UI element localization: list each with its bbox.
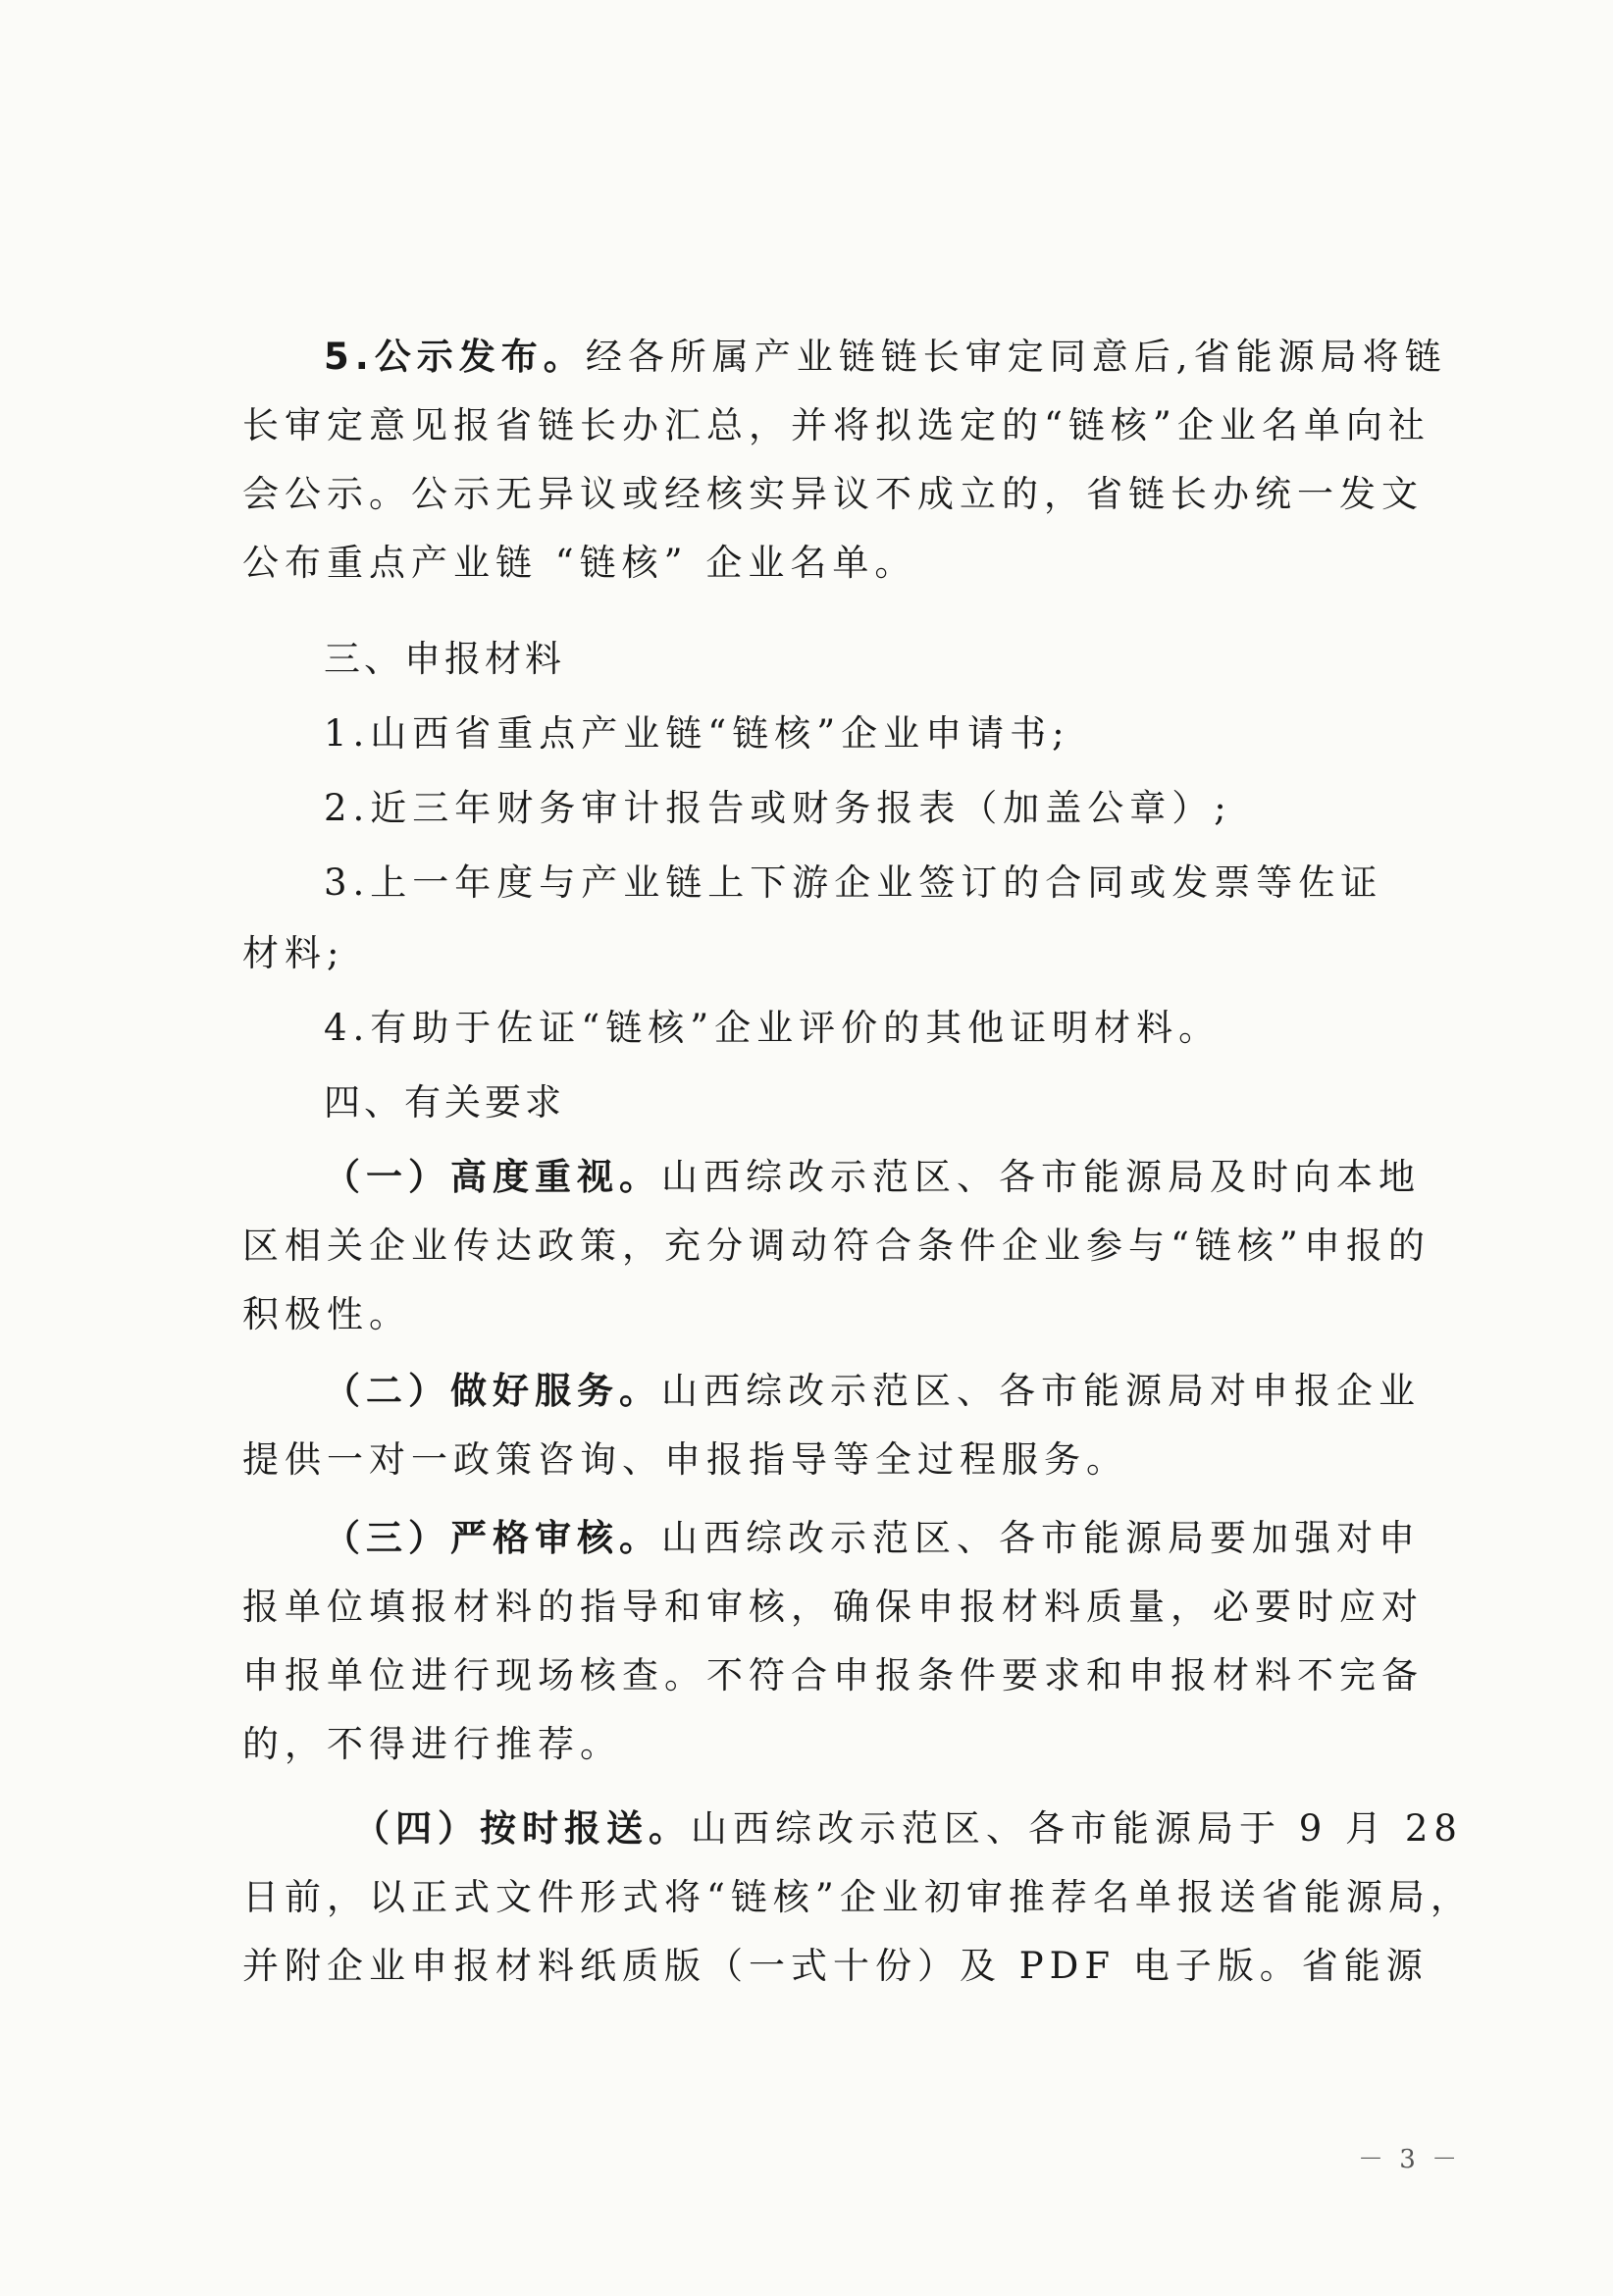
requirement-2-lead: （二）做好服务。 bbox=[324, 1370, 661, 1412]
requirement-4-line-2: 日前，以正式文件形式将“链核”企业初审推荐名单报送省能源局， bbox=[242, 1876, 1473, 1918]
requirement-1-line-1 bbox=[324, 1154, 1421, 1201]
requirement-4-line-3: 并附企业申报材料纸质版（一式十份）及 PDF 电子版。省能源 bbox=[242, 1945, 1429, 1987]
requirement-3-lead: （三）严格审核。 bbox=[324, 1517, 661, 1559]
section-4-heading: 四、有关要求 bbox=[324, 1081, 565, 1123]
requirement-4-lead: （四）按时报送。 bbox=[353, 1807, 691, 1850]
requirement-3-line-4: 的，不得进行推荐。 bbox=[242, 1723, 622, 1765]
requirement-3-text: 山西综改示范区、各市能源局要加强对申 bbox=[661, 1517, 1421, 1559]
material-item-2: 2.近三年财务审计报告或财务报表（加盖公章）; bbox=[324, 787, 1232, 829]
requirement-4-text: 山西综改示范区、各市能源局于 9 月 28 bbox=[691, 1807, 1463, 1850]
paragraph-5-line-3: 会公示。公示无异议或经核实异议不成立的，省链长办统一发文 bbox=[242, 473, 1424, 515]
requirement-1-line-2: 区相关企业传达政策，充分调动符合条件企业参与“链核”申报的 bbox=[242, 1225, 1431, 1267]
requirement-1-lead: （一）高度重视。 bbox=[324, 1156, 661, 1198]
requirement-3-line-2: 报单位填报材料的指导和审核，确保申报材料质量，必要时应对 bbox=[242, 1586, 1424, 1628]
material-item-1: 1.山西省重点产业链“链核”企业申请书; bbox=[324, 712, 1070, 755]
paragraph-5-lead: 5.公示发布。 bbox=[324, 336, 586, 378]
requirement-1-line-3: 积极性。 bbox=[242, 1293, 411, 1335]
material-item-3-line-1: 3.上一年度与产业链上下游企业签订的合同或发票等佐证 bbox=[324, 861, 1383, 904]
page-number: － 3 － bbox=[1358, 2145, 1462, 2174]
requirement-2-line-2: 提供一对一政策咨询、申报指导等全过程服务。 bbox=[242, 1438, 1128, 1481]
requirement-1-text: 山西综改示范区、各市能源局及时向本地 bbox=[661, 1156, 1421, 1198]
paragraph-5-line-4: 公布重点产业链 “链核” 企业名单。 bbox=[242, 542, 917, 584]
requirement-3-line-1 bbox=[324, 1515, 1421, 1562]
paragraph-5-line-1 bbox=[324, 334, 1447, 381]
material-item-4: 4.有助于佐证“链核”企业评价的其他证明材料。 bbox=[324, 1007, 1222, 1049]
section-3-heading: 三、申报材料 bbox=[324, 638, 565, 680]
requirement-2-line-1 bbox=[324, 1368, 1421, 1415]
requirement-4-line-1 bbox=[353, 1805, 1463, 1852]
requirement-3-line-3: 申报单位进行现场核查。不符合申报条件要求和申报材料不完备 bbox=[242, 1654, 1424, 1696]
requirement-2-text: 山西综改示范区、各市能源局对申报企业 bbox=[661, 1370, 1421, 1412]
paragraph-5-text: 经各所属产业链链长审定同意后,省能源局将链 bbox=[585, 336, 1447, 378]
paragraph-5-line-2: 长审定意见报省链长办汇总，并将拟选定的“链核”企业名单向社 bbox=[242, 404, 1431, 446]
material-item-3-line-2: 材料; bbox=[242, 932, 345, 974]
